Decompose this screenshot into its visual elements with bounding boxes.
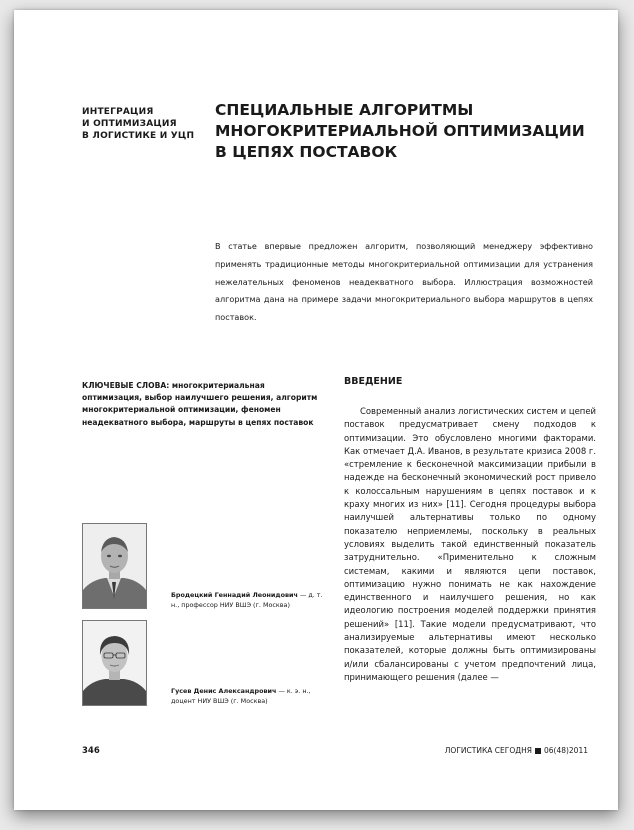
keywords: КЛЮЧЕВЫЕ СЛОВА: многокритериальная оптимизация, выбор наилучшего решения, алгоритм многокритериальной оптимизации, феномен неадекватного выбора, маршруты в цепях поставок: [82, 381, 318, 427]
article-title: СПЕЦИАЛЬНЫЕ АЛГОРИТМЫ МНОГОКРИТЕРИАЛЬНОЙ ОПТИМИЗАЦИИ В ЦЕПЯХ ПОСТАВОК: [215, 101, 585, 161]
author-credit: [171, 686, 331, 706]
author-name: Бродецкий Геннадий Леонидович: [171, 591, 298, 599]
journal-name: ЛОГИСТИКА СЕГОДНЯ: [444, 746, 532, 755]
intro-heading: ВВЕДЕНИЕ: [344, 376, 403, 387]
author-details: — к. э. н., доцент НИУ ВШЭ (г. Москва): [171, 687, 311, 705]
author-photo-gusev: [82, 620, 147, 706]
article-abstract: В статье впервые предложен алгоритм, позволяющий менеджеру эффективно применять традиционные методы многокритериальной оптимизации для устранения нежелательных феноменов неадекватного выбора. Иллюстрация возможностей алгоритма дана на примере задачи многокритериального выбора маршрутов в цепях поставок.: [215, 241, 593, 323]
section-rubric: ИНТЕГРАЦИЯ И ОПТИМИЗАЦИЯ В ЛОГИСТИКЕ И УЦП: [82, 107, 195, 141]
author-credit: [171, 590, 331, 610]
journal-page: [14, 10, 618, 810]
square-bullet-icon: [535, 748, 541, 754]
author-photo-brodetsky: [82, 523, 147, 609]
intro-text: Современный анализ логистических систем и цепей поставок предусматривает смену подходов к оптимизации. Это обусловлено многими факторами. Как отмечает Д.А. Иванов, в результате кризиса 2008 г. «стремление к бесконечной максимизации прибыли в надежде на бесконечный экономический рост привело к колоссальным нарушениям в цепях поставок и к краху многих из них» [11]. Сегодня процедуры выбора наилучшей альтернативы только по одному показателю неприемлемы, поскольку в реальных условиях выделить такой единственный показатель затруднительно. «Применительно к сложным системам, какими и являются цепи поставок, оптимизацию нужно понимать не как нахождение единственного и наилучшего решения, но как идеологию построения моделей поддержки принятия решений» [11]. Такие модели предусматривают, что анализируемые альтернативы имеют несколько показателей, которые должны быть оптимизированы и/или сбалансированы с учетом предпочтений лица, принимающего решения (далее —: [344, 406, 596, 682]
author-details: — д. т. н., профессор НИУ ВШЭ (г. Москва): [171, 591, 323, 609]
running-footer: [445, 746, 588, 755]
issue-number: 06(48)2011: [543, 746, 588, 755]
page-number: 346: [82, 746, 100, 756]
author-name: Гусев Денис Александрович: [171, 687, 277, 695]
